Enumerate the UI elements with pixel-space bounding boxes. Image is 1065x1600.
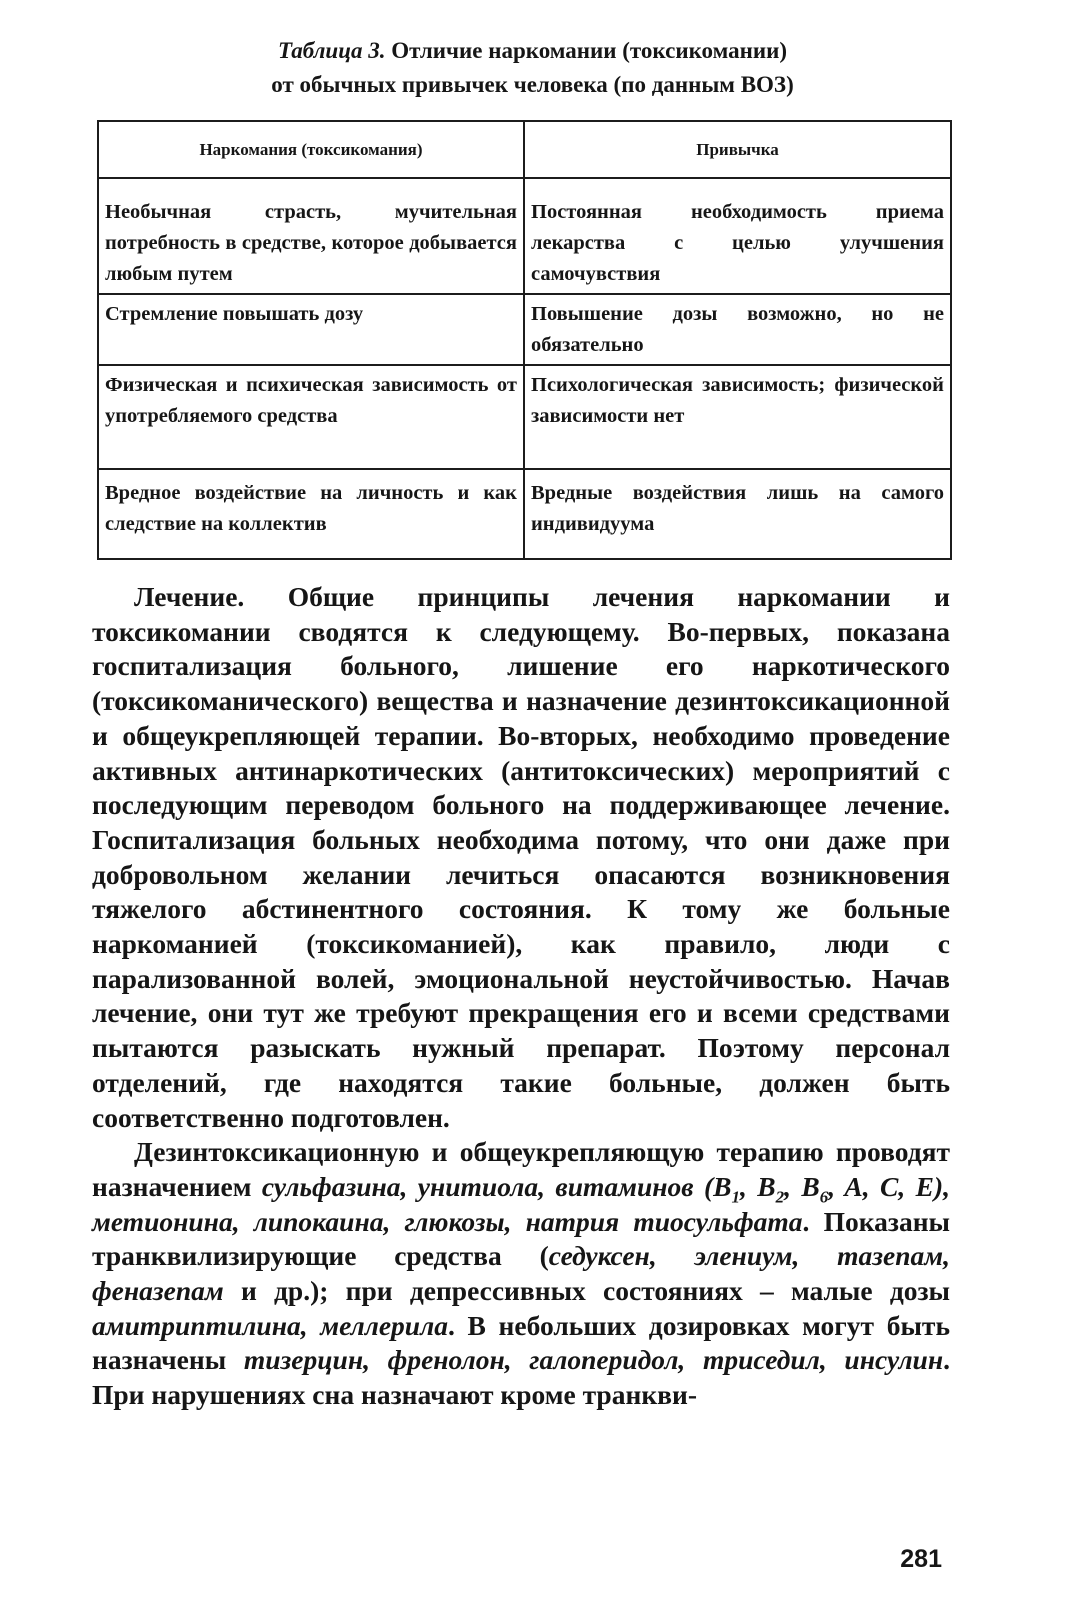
table-cell: Физическая и психическая зависимость от употребляемого средства (98, 365, 524, 469)
paragraph-text: Общие принципы лечения наркомании и токсикомании сводятся к следующему. Во-первых, показана госпитализация больного, лишение его наркотического (токсикоманического) вещества и назначение дезинтоксикационной и общеукрепляющей терапии. Во-вторых, необходимо проведение активных антинаркотических (антитоксических) мероприятий с последующим переводом больного на поддерживающее лечение. Госпитализация больных необходима потому, что они даже при добровольном желании лечиться опасаются возникновения тяжелого абстинентного состояния. К тому же больные наркоманией (токсикоманией), как правило, люди с парализованной волей, эмоциональной неустойчивостью. Начав лечение, они тут же требуют прекращения его и всеми средствами пытаются разыскать нужный препарат. Поэтому персонал отделений, где находятся такие больные, должен быть соответственно подготовлен. (92, 581, 950, 1133)
drug-list: амитриптилина, меллерила (92, 1309, 448, 1341)
table-cell: Постоянная необходимость приема лекарства с целью улучшения самочувствия (524, 178, 951, 294)
table-cell: Повышение дозы возможно, но не обязательно (524, 294, 951, 365)
caption-title-line-2: от обычных привычек человека (по данным ВОЗ) (271, 72, 794, 97)
paragraph-text: . Показаны транквилизирующие средства ( (92, 1205, 951, 1272)
table-row (98, 178, 951, 294)
paragraph-treatment (92, 580, 950, 1135)
drug-list: тизерцин, френолон, галоперидол, триседил, инсулин (243, 1344, 944, 1376)
table-cell: Психологическая зависимость; физической зависимости нет (524, 365, 951, 469)
caption-line-1 (0, 34, 1065, 68)
table-cell: Вредное воздействие на личность и как следствие на коллектив (98, 469, 524, 559)
page-number: 281 (900, 1545, 942, 1573)
table-header-row (98, 121, 951, 178)
table-header-addiction: Наркомания (токсикомания) (98, 121, 524, 178)
table-cell: Стремление повышать дозу (98, 294, 524, 365)
table-row (98, 294, 951, 365)
paragraph-text: Дезинтоксикационную и общеукрепляющую терапию проводят назначением (92, 1136, 950, 1202)
body-text (92, 580, 950, 1413)
table-row (98, 469, 951, 559)
paragraph-text: . В небольших дозировках могут быть назначены (92, 1309, 950, 1376)
drug-list: сульфазина, унитиола, витаминов ($B_1$, $B_2$, $B_6$, A, C, E), метионина, липокаина, глюкозы, натрия тиосульфата (92, 1170, 951, 1237)
table-cell: Необычная страсть, мучительная потребность в средстве, которое добывается любым путем (98, 178, 524, 294)
paragraph-lead: Лечение. (134, 581, 245, 612)
table-header-habit: Привычка (524, 121, 951, 178)
paragraph-text: и др.); при депрессивных состояниях – малые дозы (223, 1275, 950, 1307)
table-cell: Вредные воздействия лишь на самого индивидуума (524, 469, 951, 559)
table-row (98, 365, 951, 469)
table-caption (0, 34, 1065, 102)
paragraph-text: . При нарушениях сна назначают кроме транкви- (92, 1344, 950, 1411)
paragraph-therapy (92, 1135, 950, 1413)
caption-label: Таблица 3. (277, 38, 386, 63)
comparison-table (97, 120, 952, 560)
drug-list: седуксен, элениум, тазепам, феназепам (92, 1240, 950, 1307)
caption-title-line-1: Отличие наркомании (токсикомании) (385, 38, 788, 63)
